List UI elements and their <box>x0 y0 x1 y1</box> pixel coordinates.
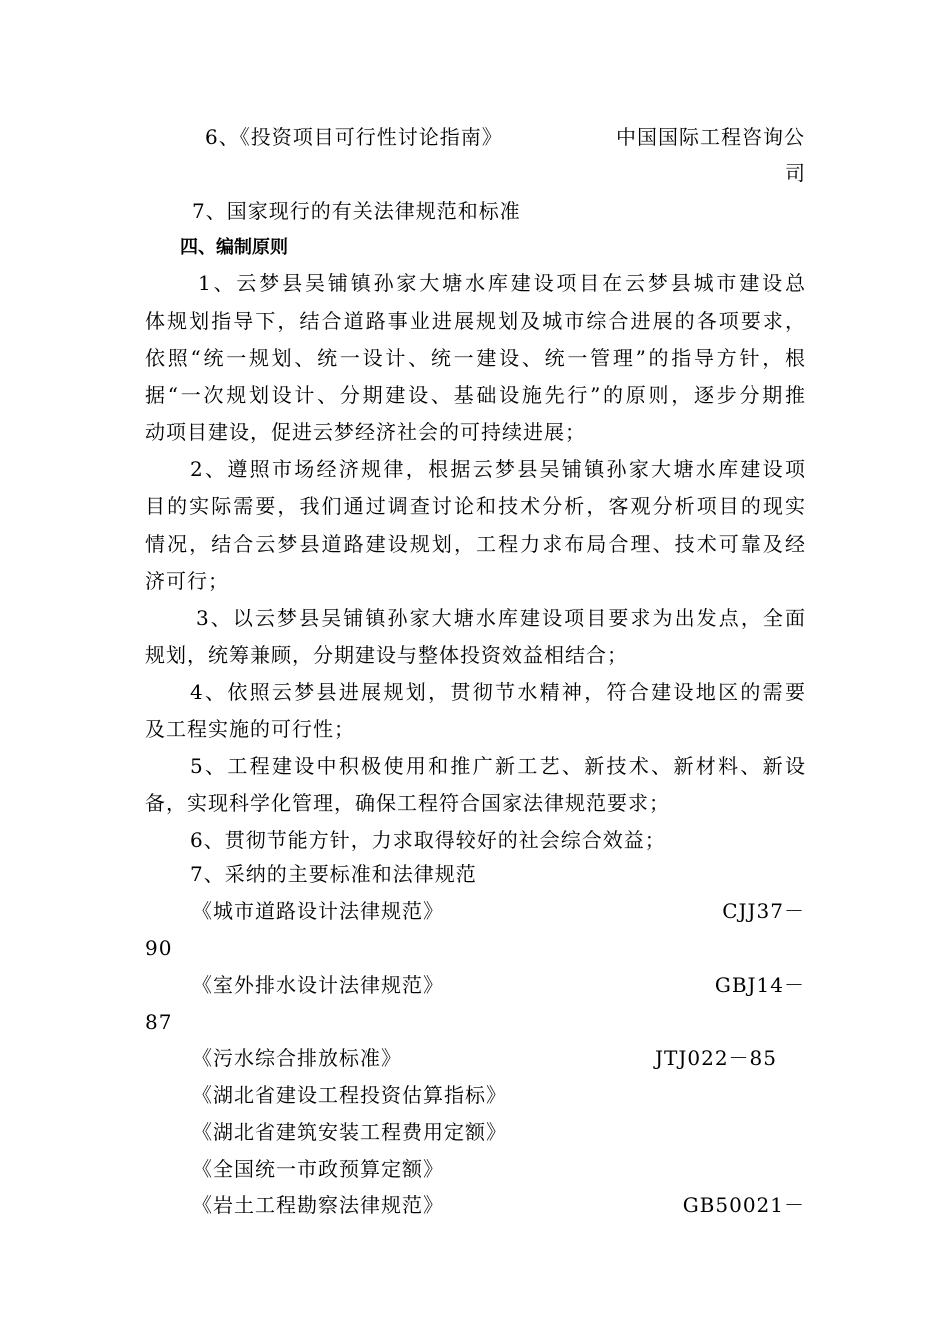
principle-3-line-1: 3、以云梦县吴铺镇孙家大塘水库建设项目要求为出发点，全面 <box>196 606 805 630</box>
standard-title: 《湖北省建设工程投资估算指标》 <box>192 1083 507 1107</box>
principle-6: 6、贯彻节能方针，力求取得较好的社会综合效益； <box>190 828 666 852</box>
standard-code: GB50021－ <box>682 1193 805 1217</box>
principle-5-line-2: 备，实现科学化管理，确保工程符合国家法律规范要求； <box>145 791 670 815</box>
principle-2-line-1: 2、遵照市场经济规律，根据云梦县吴铺镇孙家大塘水库建设项 <box>190 457 805 481</box>
principle-3-line-2: 规划，统筹兼顾，分期建设与整体投资效益相结合； <box>145 643 628 667</box>
principle-2-line-2: 目的实际需要，我们通过调查讨论和技术分析，客观分析项目的现实 <box>145 494 805 518</box>
reference-item-6-title: 6、《投资项目可行性讨论指南》 <box>205 125 503 149</box>
principle-4-line-1: 4、依照云梦县进展规划，贯彻节水精神，符合建设地区的需要 <box>190 680 805 704</box>
reference-item-6-org-cont: 司 <box>785 161 805 185</box>
standard-title: 《全国统一市政预算定额》 <box>192 1157 444 1181</box>
principle-1-line-3: 依照“统一规划、统一设计、统一建设、统一管理”的指导方针，根 <box>145 346 805 370</box>
standard-code: JTJ022－85 <box>655 1046 777 1070</box>
principle-2-line-3: 情况，结合云梦县道路建设规划，工程力求布局合理、技术可靠及经 <box>145 532 805 556</box>
standard-code-cont: 87 <box>145 1010 173 1034</box>
principle-7: 7、采纳的主要标准和法律规范 <box>190 862 477 886</box>
standard-code: GBJ14－ <box>714 973 805 997</box>
principle-1-line-4: 据“一次规划设计、分期建设、基础设施先行”的原则，逐步分期推 <box>145 383 805 407</box>
reference-item-7: 7、国家现行的有关法律规范和标准 <box>192 199 521 223</box>
principle-1-line-5: 动项目建设，促进云梦经济社会的可持续进展； <box>145 420 586 444</box>
principle-5-line-1: 5、工程建设中积极使用和推广新工艺、新技术、新材料、新设 <box>190 754 805 778</box>
principle-2-line-4: 济可行； <box>145 569 229 593</box>
section-heading: 四、编制原则 <box>180 237 288 258</box>
standard-title: 《城市道路设计法律规范》 <box>192 899 444 923</box>
standard-code-cont: 90 <box>145 936 173 960</box>
standard-title: 《湖北省建筑安装工程费用定额》 <box>192 1120 507 1144</box>
principle-4-line-2: 及工程实施的可行性； <box>145 717 355 741</box>
reference-item-6-org: 中国国际工程咨询公 <box>616 125 805 149</box>
principle-1-line-1: 1、云梦县吴铺镇孙家大塘水库建设项目在云梦县城市建设总 <box>198 271 805 295</box>
standard-title: 《污水综合排放标准》 <box>192 1046 402 1070</box>
standard-title: 《室外排水设计法律规范》 <box>192 973 444 997</box>
principle-1-line-2: 体规划指导下，结合道路事业进展规划及城市综合进展的各项要求， <box>145 309 805 333</box>
standard-code: CJJ37－ <box>722 899 805 923</box>
standard-title: 《岩土工程勘察法律规范》 <box>192 1193 444 1217</box>
